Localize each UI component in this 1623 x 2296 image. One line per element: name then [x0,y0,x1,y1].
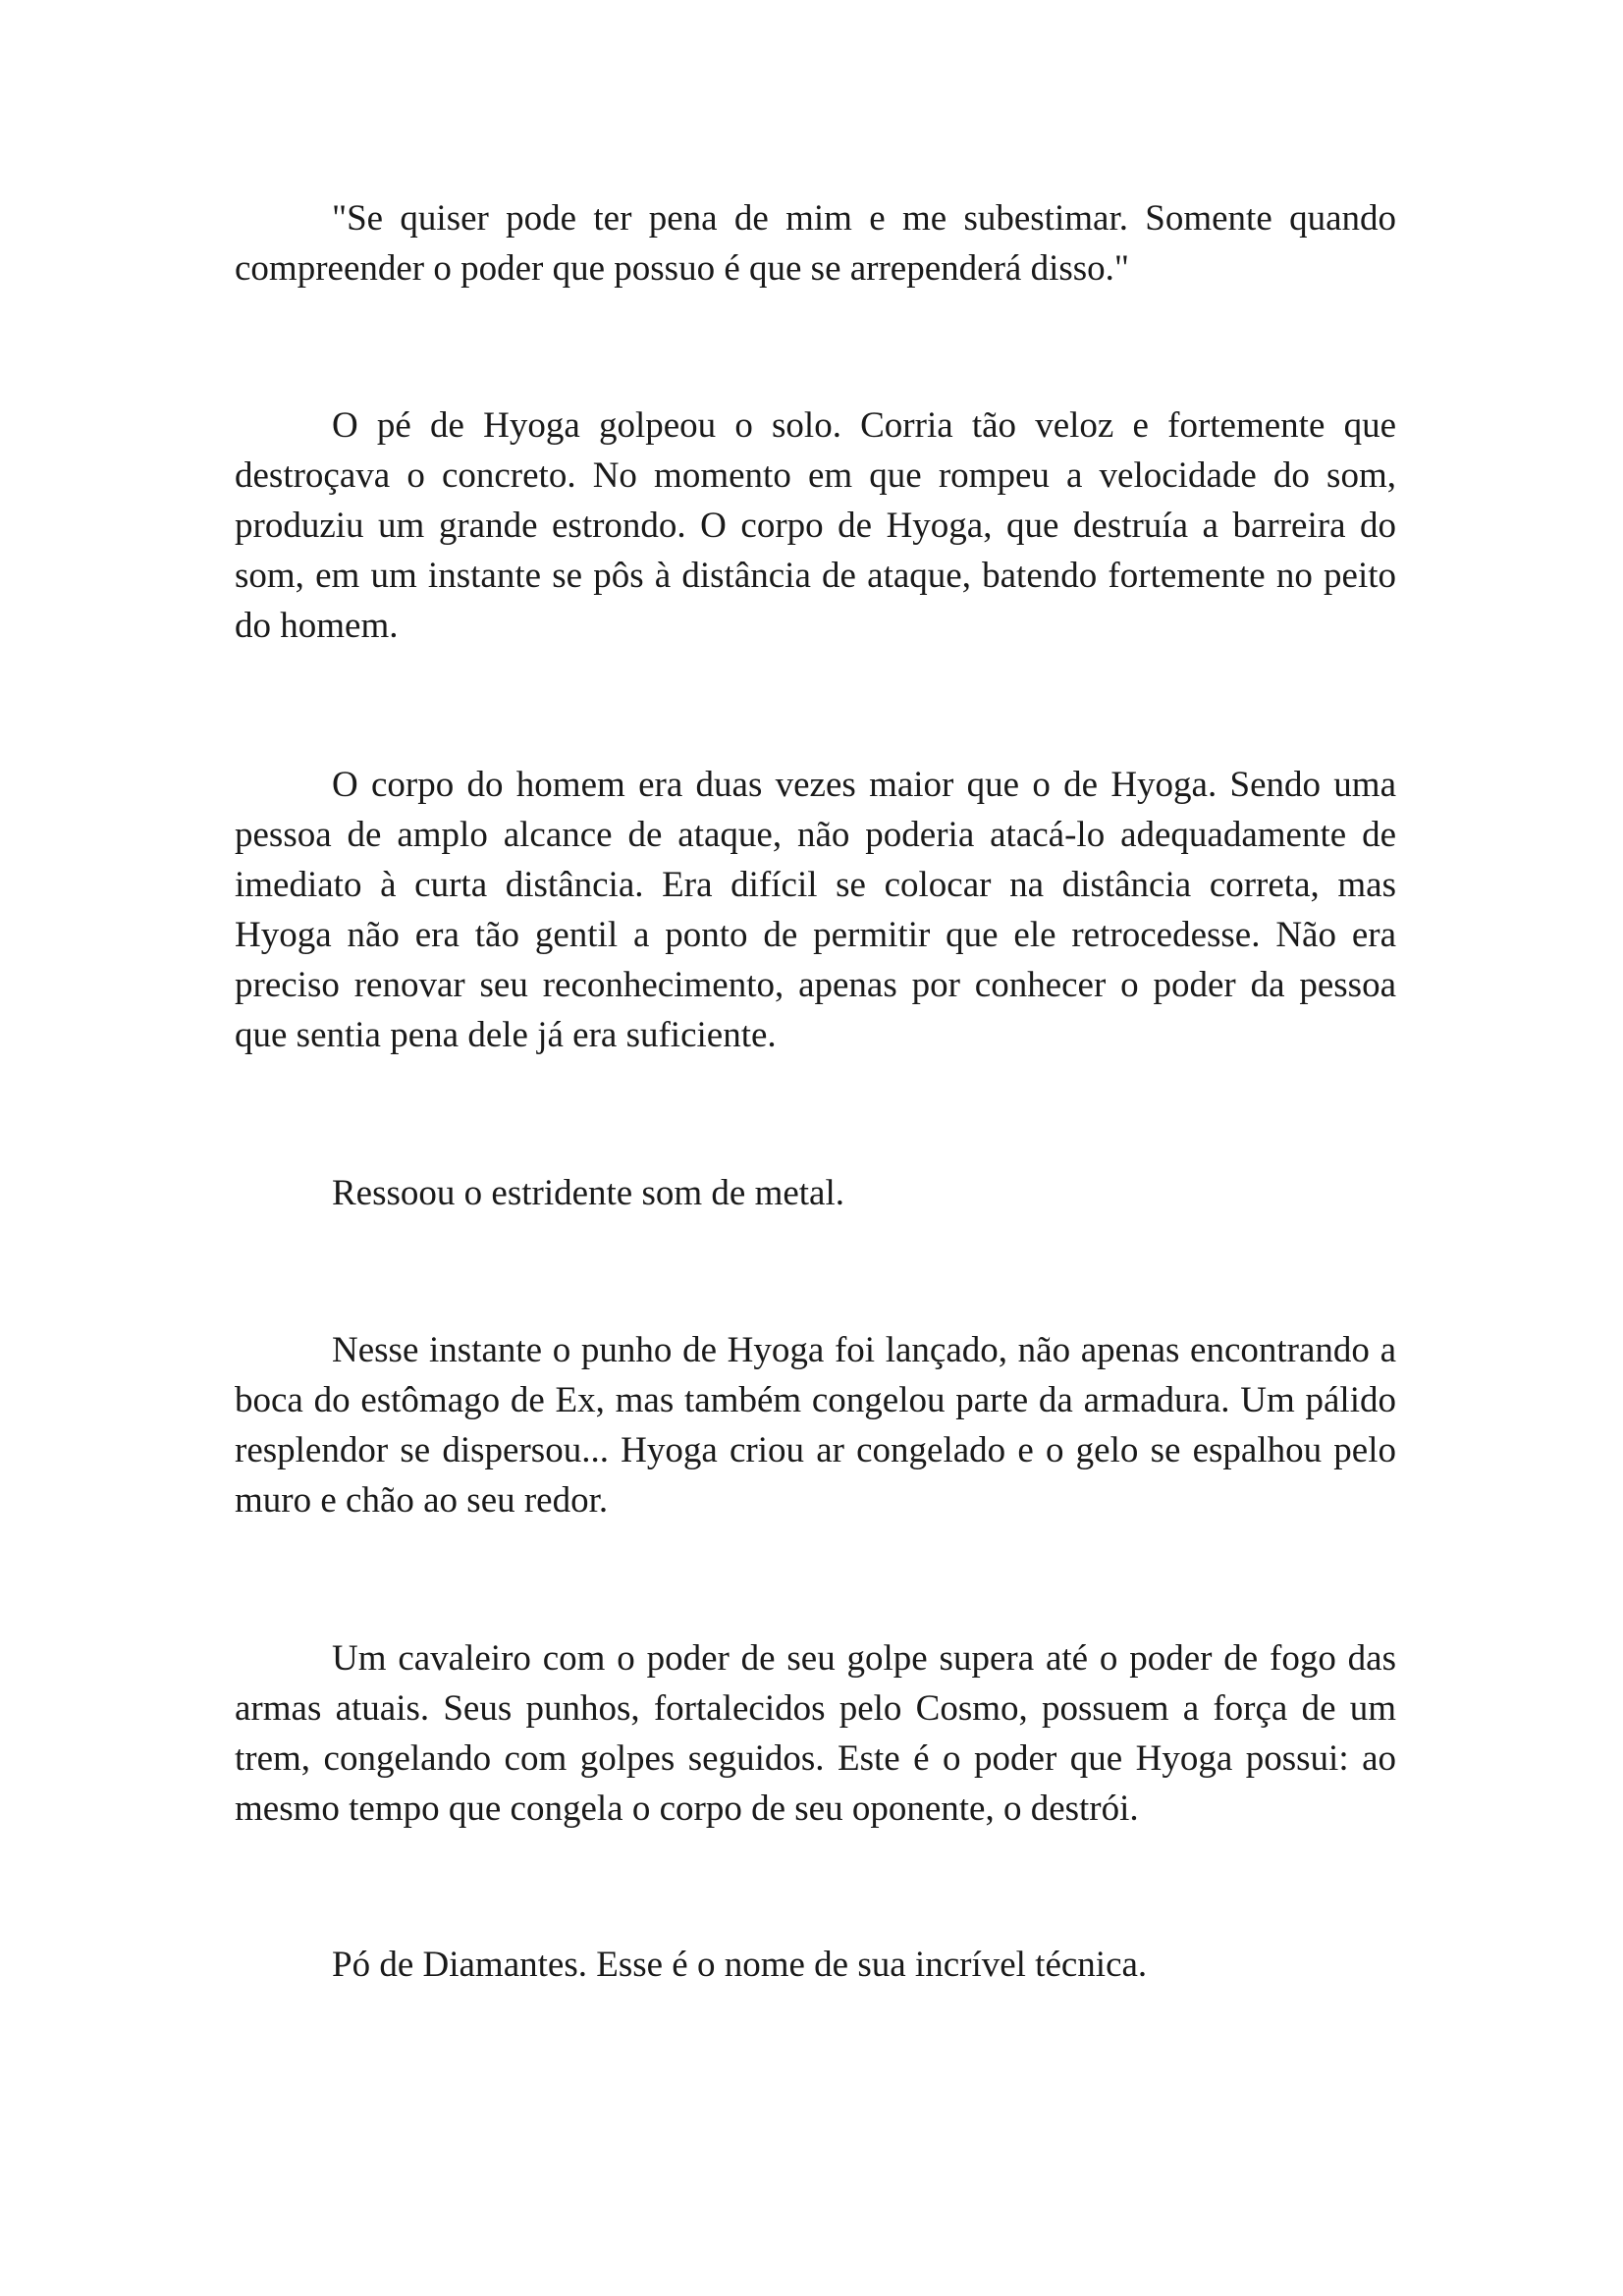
paragraph-knight-power: Um cavaleiro com o poder de seu golpe supera até o poder de fogo das armas atuais. Seus punhos, fortalecidos pelo Cosmo, possuem a força de um trem, congelando com golpes seguidos. Este é o poder que Hyoga possui: ao mesmo tempo que congela o corpo de seu oponente, o destrói. [235,1638,1396,1829]
paragraph-hyoga-charge: O pé de Hyoga golpeou o solo. Corria tão veloz e fortemente que destroçava o concreto. No momento em que rompeu a velocidade do som, produziu um grande estrondo. O corpo de Hyoga, que destruía a barreira do som, em um instante se pôs à distância de ataque, batendo fortemente no peito do homem. [235,405,1396,646]
paragraph-quote: "Se quiser pode ter pena de mim e me subestimar. Somente quando compreender o poder que possuo é que se arrependerá disso." [235,198,1396,289]
paragraph-man-size: O corpo do homem era duas vezes maior que o de Hyoga. Sendo uma pessoa de amplo alcance de ataque, não poderia atacá-lo adequadamente de imediato à curta distância. Era difícil se colocar na distância correta, mas Hyoga não era tão gentil a ponto de permitir que ele retrocedesse. Não era preciso renovar seu reconhecimento, apenas por conhecer o poder da pessoa que sentia pena dele já era suficiente. [235,765,1396,1055]
paragraph-fist-strike: Nesse instante o punho de Hyoga foi lançado, não apenas encontrando a boca do estômago de Ex, mas também congelou parte da armadura. Um pálido resplendor se dispersou... Hyoga criou ar congelado e o gelo se espalhou pelo muro e chão ao seu redor. [235,1330,1396,1521]
paragraph-diamond-dust: Pó de Diamantes. Esse é o nome de sua incrível técnica. [332,1945,1148,1985]
paragraph-metal-sound: Ressoou o estridente som de metal. [332,1173,845,1213]
